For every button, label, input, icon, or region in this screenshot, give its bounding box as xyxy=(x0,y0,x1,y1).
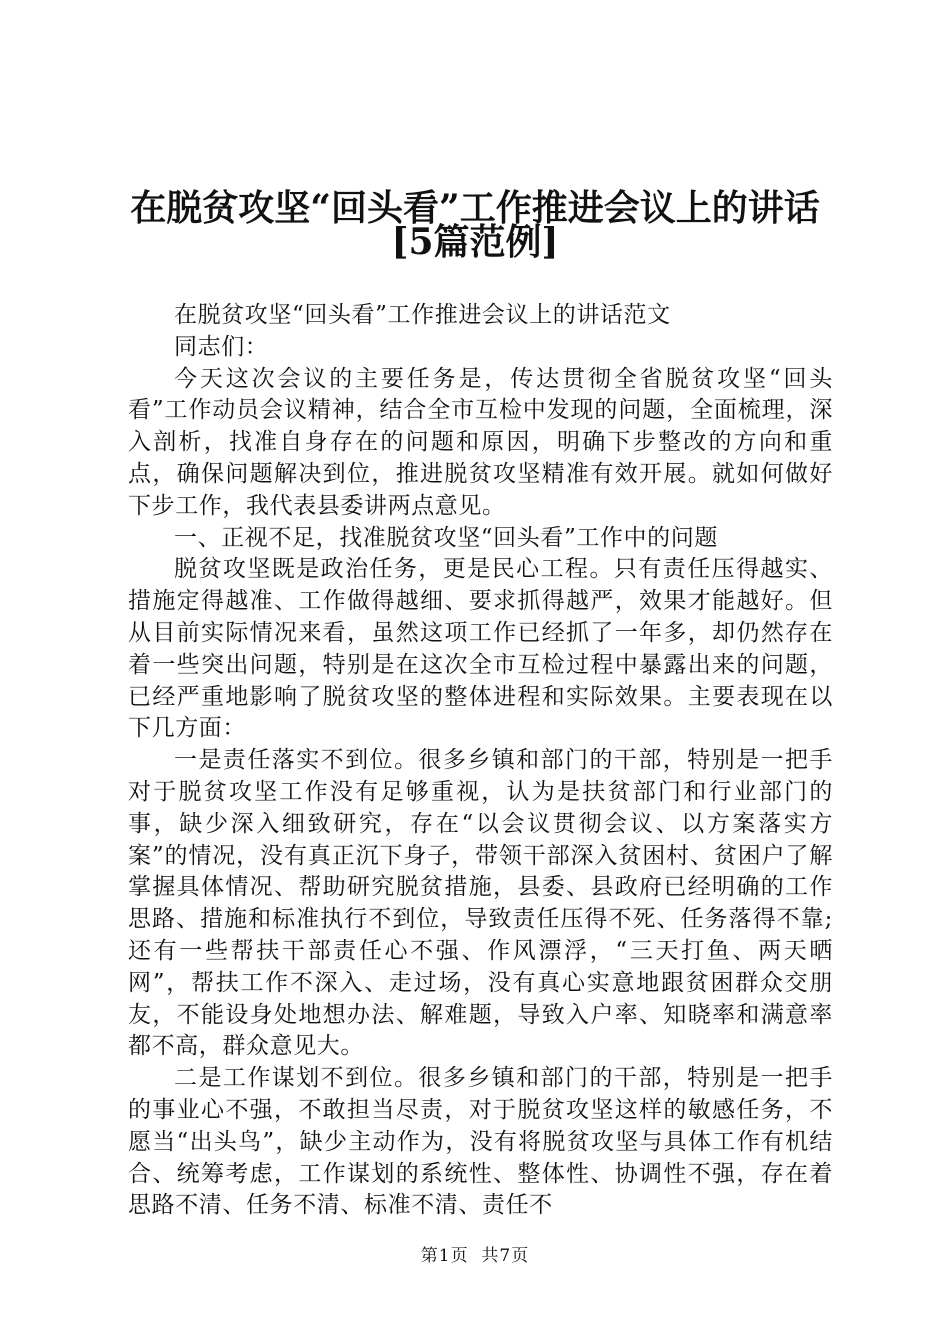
paragraph-point-2: 二是工作谋划不到位。很多乡镇和部门的干部，特别是一把手的事业心不强，不敢担当尽责，对于脱贫攻坚这样的敏感任务，不愿当“出头鸟”，缺少主动作为，没有将脱贫攻坚与具体工作有机结合、统筹考虑，工作谋划的系统性、整体性、协调性不强，存在着思路不清、任务不清、标准不清、责任不 xyxy=(128,1065,833,1219)
section-heading-1: 一、正视不足，找准脱贫攻坚“回头看”工作中的问题 xyxy=(174,524,718,551)
paragraph-heading-title: 在脱贫攻坚“回头看”工作推进会议上的讲话范文 xyxy=(174,302,671,328)
document-body xyxy=(128,300,833,1222)
document-title: 在脱贫攻坚“回头看”工作推进会议上的讲话 xyxy=(130,187,820,229)
page-number: 第1页 xyxy=(420,1246,469,1266)
page-total: 共7页 xyxy=(481,1246,530,1266)
document-subtitle: [5篇范例] xyxy=(391,221,559,263)
paragraph-intro: 今天这次会议的主要任务是，传达贯彻全省脱贫攻坚“回头看”工作动员会议精神，结合全市互检中发现的问题，全面梳理，深入剖析，找准自身存在的问题和原因，明确下步整改的方向和重点，确保问题解决到位，推进脱贫攻坚精准有效开展。就如何做好下步工作，我代表县委讲两点意见。 xyxy=(128,365,833,519)
paragraph-section-1: 脱贫攻坚既是政治任务，更是民心工程。只有责任压得越实、措施定得越准、工作做得越细、要求抓得越严，效果才能越好。但从目前实际情况来看，虽然这项工作已经抓了一年多，却仍然存在着一些突出问题，特别是在这次全市互检过程中暴露出来的问题，已经严重地影响了脱贫攻坚的整体进程和实际效果。主要表现在以下几方面： xyxy=(128,556,833,742)
paragraph-point-1: 一是责任落实不到位。很多乡镇和部门的干部，特别是一把手对于脱贫攻坚工作没有足够重视，认为是扶贫部门和行业部门的事，缺少深入细致研究，存在“以会议贯彻会议、以方案落实方案”的情况，没有真正沉下身子，带领干部深入贫困村、贫困户了解掌握具体情况、帮助研究脱贫措施，县委、县政府已经明确的工作思路、措施和标准执行不到位，导致责任压得不死、任务落得不靠;还有一些帮扶干部责任心不强、作风漂浮，“三天打鱼、两天晒网”，帮扶工作不深入、走过场，没有真心实意地跟贫困群众交朋友，不能设身处地想办法、解难题，导致入户率、知晓率和满意率都不高，群众意见大。 xyxy=(128,747,833,1060)
paragraph-salutation: 同志们： xyxy=(174,333,269,360)
page-footer xyxy=(0,1246,950,1266)
